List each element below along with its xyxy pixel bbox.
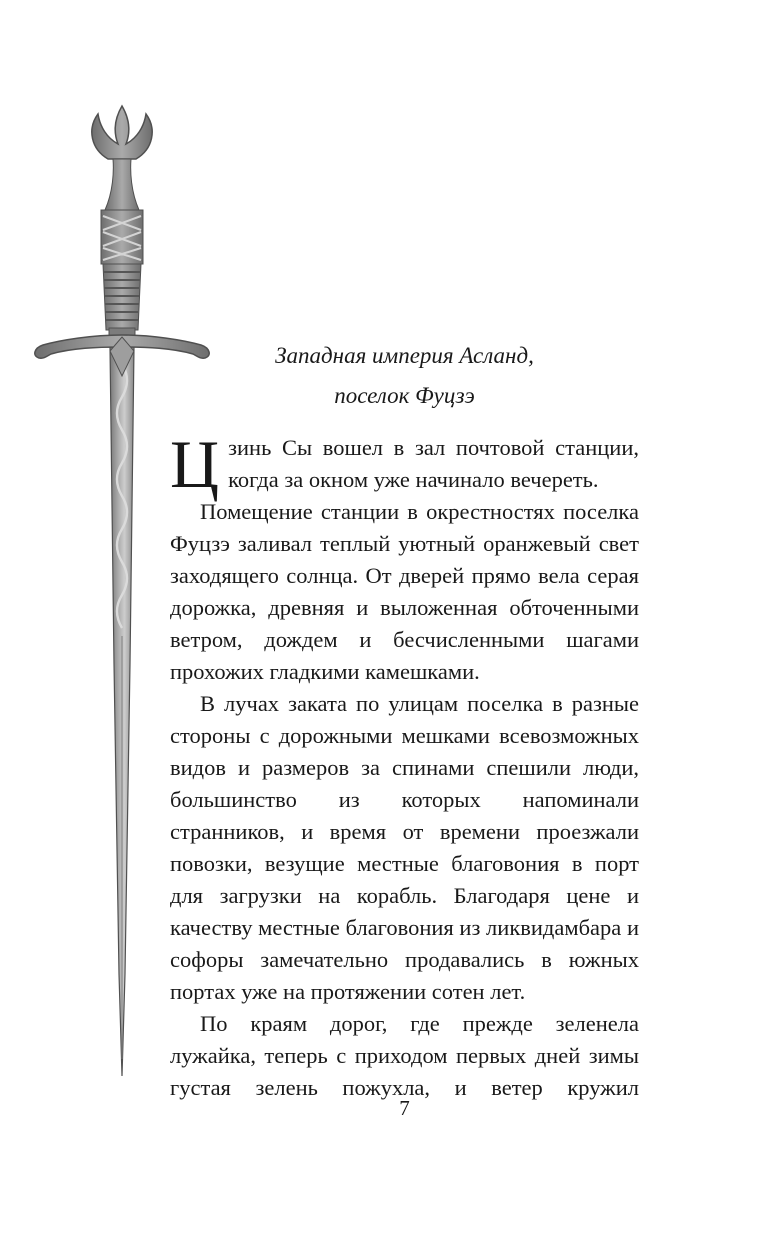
paragraph-2: Помещение станции в окрестностях поселка Фуцзэ заливал теплый уютный оранжевый свет заходящего солнца. От дверей прямо вела серая дорожка, древняя и выложенная обточенными ветром, дождем и бесчисленными шагами прохожих гладкими камешками. [170,499,639,684]
heading-line-2: поселок Фуцзэ [334,383,475,408]
paragraph-4: По краям дорог, где прежде зеленела лужайка, теперь с приходом первых дней зимы густая зелень пожухла, и ветер кружил [170,1011,639,1100]
paragraph-1-text: зинь Сы вошел в зал почтовой станции, когда за окном уже начинало вечереть. [228,435,639,492]
paragraph-3: В лучах заката по улицам поселка в разные стороны с дорожными мешками всевозможных видов и размеров за спинами спешили люди, большинство из которых напоминали странников, и время от времени проезжали повозки, везущие местные благовония в порт для загрузки на корабль. Благодаря цене и качеству местные благовония из ликвидамбара и софоры замечательно продавались в южных портах уже на протяжении сотен лет. [170,691,639,1004]
heading-line-1: Западная империя Асланд, [275,343,534,368]
page-number: 7 [399,1096,410,1120]
drop-cap: Ц [170,426,220,502]
text-column [170,336,639,1104]
paragraph-1 [170,426,639,502]
chapter-location-heading [170,336,639,416]
